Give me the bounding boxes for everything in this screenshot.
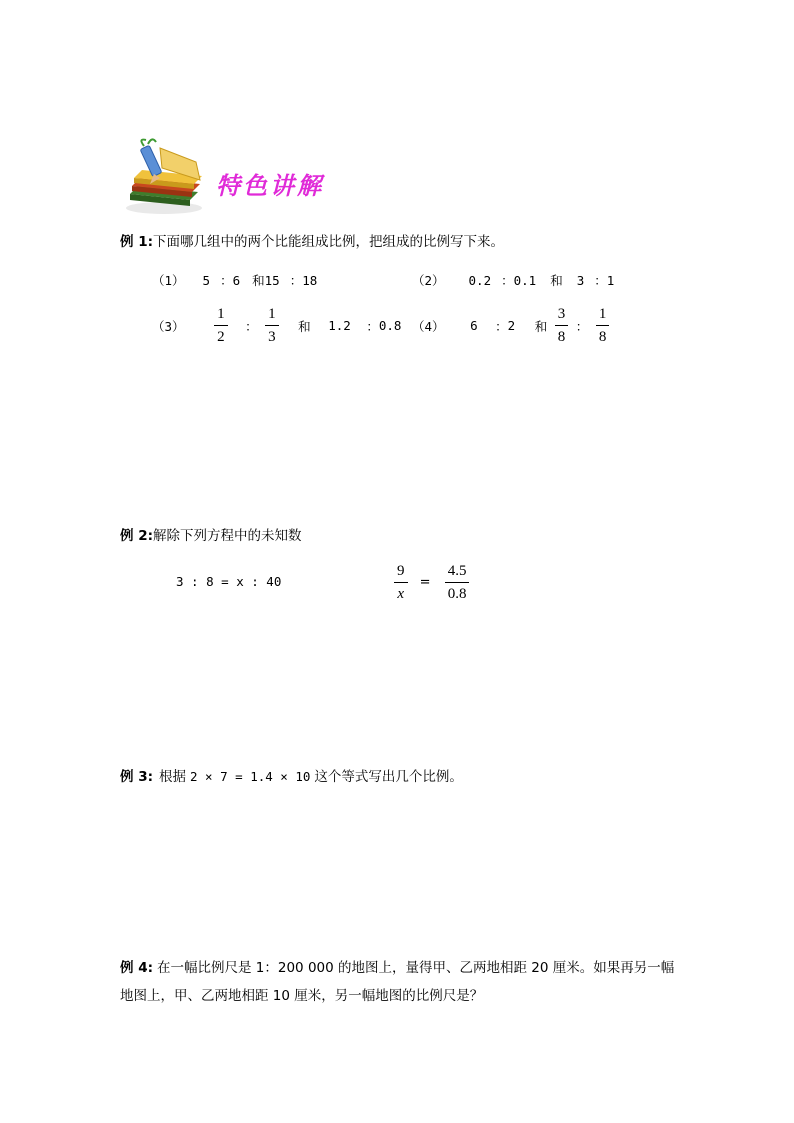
- example-4-label: 例 4:: [120, 960, 153, 976]
- example-4-question: 例 4: 在一幅比例尺是 1：200 000 的地图上，量得甲、乙两地相距 20 厘米。如果再另一幅 地图上，甲、乙两地相距 10 厘米，另一幅地图的比例尺是？: [120, 960, 675, 1004]
- example-1-label: 例 1:: [120, 234, 153, 250]
- fraction-one-half: $\frac{1}{2}$: [214, 305, 228, 346]
- example-3-expression: 2 × 7 = 1.4 × 10: [190, 769, 311, 784]
- section-title: 特色讲解: [216, 172, 324, 200]
- example-1-item-2: （2） 0.2 ：0.1 和 3 ：1: [412, 273, 615, 288]
- example-3-label: 例 3:: [120, 769, 153, 785]
- fraction-one-eighth: $\frac{1}{8}$: [596, 305, 610, 346]
- example-1-question: [120, 232, 504, 252]
- books-pencil-icon: [120, 136, 208, 216]
- section-icon: [120, 136, 208, 216]
- example-1-item-3: （3） $\frac{1}{2}$ ： $\frac{1}{3}$ 和 1.2 ：0.8: [152, 306, 402, 345]
- example-1-item-1: （1） 5 ：6 和15 ：18: [152, 273, 318, 288]
- fraction-four-point-five-over-zero-point-eight: $\frac{4.5}{0.8}$: [445, 562, 470, 603]
- example-1-text: 下面哪几组中的两个比能组成比例，把组成的比例写下来。: [153, 234, 504, 250]
- example-2-equation-2: $\frac{9}{x}$ = $\frac{4.5}{0.8}$: [394, 562, 469, 603]
- fraction-three-eighths: $\frac{3}{8}$: [555, 305, 569, 346]
- example-2-text: 解除下列方程中的未知数: [153, 528, 302, 544]
- example-2-equation-1: 3 : 8 = x : 40: [176, 574, 282, 589]
- example-3-question: 例 3: 根据 2 × 7 = 1.4 × 10 这个等式写出几个比例。: [120, 769, 463, 785]
- example-2-label: 例 2:: [120, 528, 153, 544]
- fraction-one-third: $\frac{1}{3}$: [265, 305, 279, 346]
- fraction-nine-over-x: $\frac{9}{x}$: [394, 562, 408, 603]
- example-1-item-4: （4） 6 ：2 和 $\frac{3}{8}$ ： $\frac{1}{8}$: [412, 305, 609, 346]
- example-2-question: [120, 526, 302, 546]
